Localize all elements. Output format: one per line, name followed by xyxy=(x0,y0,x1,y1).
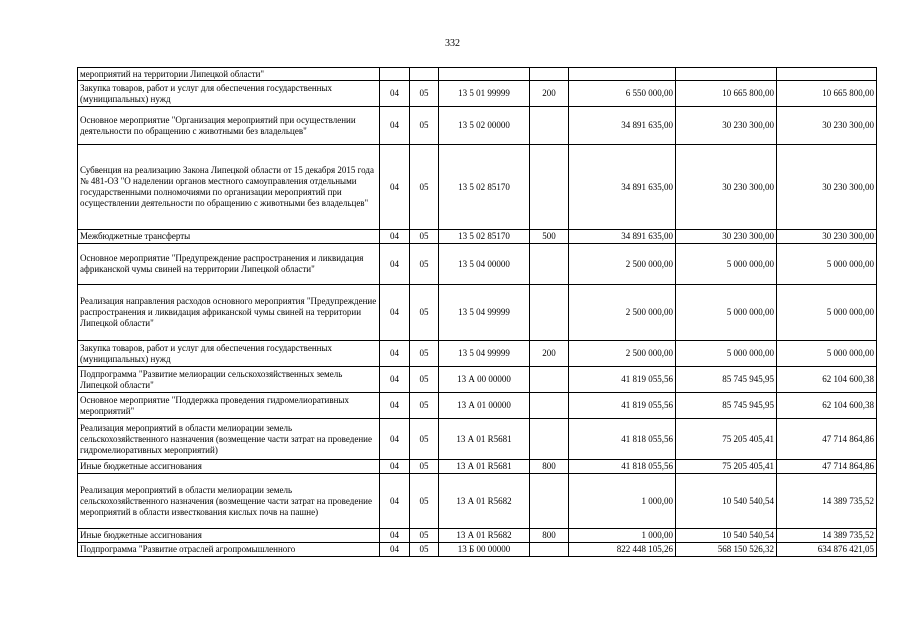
section-cell xyxy=(380,68,410,81)
amount-year3-cell xyxy=(777,68,877,81)
amount-year1-cell: 822 448 105,26 xyxy=(569,543,676,557)
target-article-cell: 13 5 02 00000 xyxy=(439,107,530,145)
amount-year1-cell: 2 500 000,00 xyxy=(569,244,676,285)
table-row xyxy=(78,367,877,393)
amount-year3-cell: 14 389 735,52 xyxy=(777,474,877,529)
amount-year3-cell: 5 000 000,00 xyxy=(777,285,877,341)
amount-year1-cell: 41 818 055,56 xyxy=(569,460,676,474)
amount-year1-cell: 41 819 055,56 xyxy=(569,367,676,393)
amount-year1-cell: 1 000,00 xyxy=(569,474,676,529)
table-row xyxy=(78,341,877,367)
subsection-cell: 05 xyxy=(410,244,439,285)
expense-type-cell xyxy=(530,543,569,557)
expense-type-cell xyxy=(530,393,569,419)
subsection-cell: 05 xyxy=(410,341,439,367)
table-row xyxy=(78,285,877,341)
expense-type-cell xyxy=(530,474,569,529)
expense-type-cell xyxy=(530,244,569,285)
section-cell: 04 xyxy=(380,145,410,230)
target-article-cell: 13 А 01 00000 xyxy=(439,393,530,419)
amount-year3-cell: 30 230 300,00 xyxy=(777,107,877,145)
amount-year3-cell: 5 000 000,00 xyxy=(777,341,877,367)
amount-year3-cell: 30 230 300,00 xyxy=(777,145,877,230)
subsection-cell: 05 xyxy=(410,367,439,393)
target-article-cell: 13 5 01 99999 xyxy=(439,81,530,107)
name-cell: Реализация мероприятий в области мелиорации земель сельскохозяйственного назначения (возмещение части затрат на проведение мероприятий в области известкования кислых почв на пашне) xyxy=(78,474,380,529)
section-cell: 04 xyxy=(380,474,410,529)
amount-year2-cell: 5 000 000,00 xyxy=(676,341,777,367)
table-row xyxy=(78,107,877,145)
target-article-cell: 13 5 04 99999 xyxy=(439,341,530,367)
section-cell: 04 xyxy=(380,393,410,419)
table-row xyxy=(78,460,877,474)
name-cell: Закупка товаров, работ и услуг для обеспечения государственных (муниципальных) нужд xyxy=(78,81,380,107)
expense-type-cell: 800 xyxy=(530,460,569,474)
table-row xyxy=(78,81,877,107)
name-cell: Иные бюджетные ассигнования xyxy=(78,460,380,474)
table-row xyxy=(78,145,877,230)
amount-year2-cell: 30 230 300,00 xyxy=(676,230,777,244)
target-article-cell: 13 5 04 00000 xyxy=(439,244,530,285)
amount-year3-cell: 62 104 600,38 xyxy=(777,367,877,393)
expense-type-cell xyxy=(530,68,569,81)
amount-year1-cell: 41 818 055,56 xyxy=(569,419,676,460)
expense-type-cell xyxy=(530,367,569,393)
page-number: 332 xyxy=(445,38,460,49)
subsection-cell: 05 xyxy=(410,145,439,230)
name-cell: мероприятий на территории Липецкой области" xyxy=(78,68,380,81)
subsection-cell: 05 xyxy=(410,81,439,107)
subsection-cell: 05 xyxy=(410,460,439,474)
section-cell: 04 xyxy=(380,341,410,367)
target-article-cell: 13 А 01 R5682 xyxy=(439,474,530,529)
name-cell: Межбюджетные трансферты xyxy=(78,230,380,244)
amount-year2-cell: 75 205 405,41 xyxy=(676,419,777,460)
table-row xyxy=(78,393,877,419)
amount-year1-cell: 2 500 000,00 xyxy=(569,285,676,341)
amount-year2-cell xyxy=(676,68,777,81)
name-cell: Основное мероприятие "Организация мероприятий при осуществлении деятельности по обращению с животными без владельцев" xyxy=(78,107,380,145)
section-cell: 04 xyxy=(380,81,410,107)
name-cell: Закупка товаров, работ и услуг для обеспечения государственных (муниципальных) нужд xyxy=(78,341,380,367)
target-article-cell xyxy=(439,68,530,81)
name-cell: Основное мероприятие "Поддержка проведения гидромелиоративных мероприятий" xyxy=(78,393,380,419)
target-article-cell: 13 5 02 85170 xyxy=(439,230,530,244)
target-article-cell: 13 5 04 99999 xyxy=(439,285,530,341)
section-cell: 04 xyxy=(380,419,410,460)
table-row xyxy=(78,68,877,81)
expense-type-cell xyxy=(530,145,569,230)
expense-type-cell: 200 xyxy=(530,81,569,107)
expense-type-cell: 800 xyxy=(530,529,569,543)
subsection-cell: 05 xyxy=(410,529,439,543)
subsection-cell: 05 xyxy=(410,419,439,460)
expense-type-cell xyxy=(530,419,569,460)
amount-year1-cell: 34 891 635,00 xyxy=(569,145,676,230)
name-cell: Реализация мероприятий в области мелиорации земель сельскохозяйственного назначения (возмещение части затрат на проведение гидромелиоративных мероприятий) xyxy=(78,419,380,460)
section-cell: 04 xyxy=(380,367,410,393)
section-cell: 04 xyxy=(380,107,410,145)
section-cell: 04 xyxy=(380,529,410,543)
subsection-cell: 05 xyxy=(410,393,439,419)
amount-year1-cell xyxy=(569,68,676,81)
amount-year3-cell: 10 665 800,00 xyxy=(777,81,877,107)
subsection-cell: 05 xyxy=(410,230,439,244)
amount-year2-cell: 10 540 540,54 xyxy=(676,474,777,529)
amount-year2-cell: 30 230 300,00 xyxy=(676,145,777,230)
section-cell: 04 xyxy=(380,230,410,244)
amount-year3-cell: 30 230 300,00 xyxy=(777,230,877,244)
subsection-cell: 05 xyxy=(410,543,439,557)
table-row xyxy=(78,244,877,285)
table-row xyxy=(78,474,877,529)
section-cell: 04 xyxy=(380,460,410,474)
expense-type-cell xyxy=(530,285,569,341)
amount-year1-cell: 1 000,00 xyxy=(569,529,676,543)
table-row xyxy=(78,230,877,244)
expense-type-cell: 200 xyxy=(530,341,569,367)
target-article-cell: 13 Б 00 00000 xyxy=(439,543,530,557)
budget-table xyxy=(77,67,877,557)
amount-year2-cell: 5 000 000,00 xyxy=(676,285,777,341)
section-cell: 04 xyxy=(380,244,410,285)
name-cell: Иные бюджетные ассигнования xyxy=(78,529,380,543)
table-row xyxy=(78,419,877,460)
amount-year2-cell: 5 000 000,00 xyxy=(676,244,777,285)
subsection-cell: 05 xyxy=(410,474,439,529)
expense-type-cell: 500 xyxy=(530,230,569,244)
amount-year2-cell: 10 540 540,54 xyxy=(676,529,777,543)
section-cell: 04 xyxy=(380,285,410,341)
table-row xyxy=(78,529,877,543)
table-row xyxy=(78,543,877,557)
amount-year2-cell: 10 665 800,00 xyxy=(676,81,777,107)
subsection-cell xyxy=(410,68,439,81)
amount-year3-cell: 62 104 600,38 xyxy=(777,393,877,419)
name-cell: Основное мероприятие "Предупреждение распространения и ликвидация африканской чумы свиней на территории Липецкой области" xyxy=(78,244,380,285)
name-cell: Реализация направления расходов основного мероприятия "Предупреждение распространения и ликвидация африканской чумы свиней на территории Липецкой области" xyxy=(78,285,380,341)
name-cell: Подпрограмма "Развитие мелиорации сельскохозяйственных земель Липецкой области" xyxy=(78,367,380,393)
expense-type-cell xyxy=(530,107,569,145)
amount-year1-cell: 34 891 635,00 xyxy=(569,230,676,244)
amount-year1-cell: 41 819 055,56 xyxy=(569,393,676,419)
amount-year1-cell: 6 550 000,00 xyxy=(569,81,676,107)
amount-year3-cell: 47 714 864,86 xyxy=(777,419,877,460)
target-article-cell: 13 А 01 R5681 xyxy=(439,419,530,460)
amount-year2-cell: 75 205 405,41 xyxy=(676,460,777,474)
amount-year2-cell: 85 745 945,95 xyxy=(676,393,777,419)
target-article-cell: 13 5 02 85170 xyxy=(439,145,530,230)
amount-year3-cell: 47 714 864,86 xyxy=(777,460,877,474)
subsection-cell: 05 xyxy=(410,285,439,341)
section-cell: 04 xyxy=(380,543,410,557)
target-article-cell: 13 А 01 R5681 xyxy=(439,460,530,474)
amount-year3-cell: 14 389 735,52 xyxy=(777,529,877,543)
amount-year3-cell: 5 000 000,00 xyxy=(777,244,877,285)
target-article-cell: 13 А 00 00000 xyxy=(439,367,530,393)
amount-year2-cell: 568 150 526,32 xyxy=(676,543,777,557)
name-cell: Подпрограмма "Развитие отраслей агропромышленного xyxy=(78,543,380,557)
name-cell: Субвенция на реализацию Закона Липецкой области от 15 декабря 2015 года № 481-ОЗ "О наделении органов местного самоуправления отдельными государственными полномочиями по организации мероприятий при осуществлении деятельности по обращению с животными без владельцев" xyxy=(78,145,380,230)
amount-year1-cell: 34 891 635,00 xyxy=(569,107,676,145)
amount-year1-cell: 2 500 000,00 xyxy=(569,341,676,367)
amount-year2-cell: 30 230 300,00 xyxy=(676,107,777,145)
amount-year2-cell: 85 745 945,95 xyxy=(676,367,777,393)
amount-year3-cell: 634 876 421,05 xyxy=(777,543,877,557)
subsection-cell: 05 xyxy=(410,107,439,145)
target-article-cell: 13 А 01 R5682 xyxy=(439,529,530,543)
